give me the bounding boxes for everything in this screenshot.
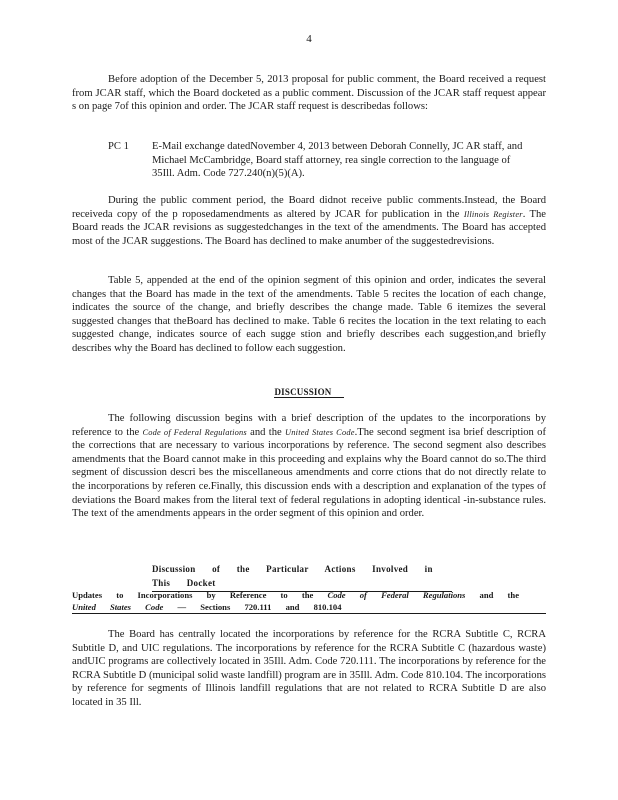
document-page xyxy=(72,0,546,800)
para2-text-before: During the public comment period, the Board didnot receive public comments.Instead, the Board receiveda copy of the p roposedamendments as altered by JCAR for publication in the xyxy=(72,195,546,220)
sub2-cfr: Code of Federal Regulations xyxy=(327,590,466,600)
para4-part2: and the xyxy=(246,426,286,438)
public-comment-label: PC 1 xyxy=(108,141,129,152)
public-comment-entry xyxy=(108,140,528,181)
usc-citation: United States Code xyxy=(285,427,355,437)
para2-text-after: . The Board reads the JCAR revisions as suggestedchanges in the text of the amendments. The Board has accepted most of the JCAR suggestions. The Board has declined to make anumber of the suggestedrevisions. xyxy=(72,208,547,247)
subheading-updates xyxy=(72,589,546,614)
public-comment-text: E-Mail exchange datedNovember 4, 2013 between Deborah Connelly, JC AR staff, and Michael McCambridge, Board staff attorney, rea single correction to the language of 35Ill. Adm. Code 727.240(n)(5)(A). xyxy=(152,141,523,180)
page-number: 4 xyxy=(306,33,312,45)
para4-part3: .The second segment isa brief description of the corrections that are necessary to various incorporations by reference. The second segment also describes amendments that the Board cannot make in this proceeding and explains why the Board cannot do so.The third segment of discussion descri bes the miscellaneous amendments and corre ctions that do not directly relate to the incorporations by referen ce.Finally, this discussion ends with a description and explanation of the types of deviations the Board makes from the literal text of federal regulations in adopting identical -in-substance rules. The text of the amendments appears in the order segment of this opinion and order. xyxy=(72,426,546,520)
sub2-part1: Updates to Incorporations by Reference to the xyxy=(72,590,328,600)
sub2-usc: United States Code xyxy=(72,602,164,612)
para4-part1: The following discussion begins with a brief description of the updates to the incorporations by reference to the xyxy=(72,413,546,438)
subheading-particular-actions: Discussion of the Particular Actions Involved in This Docket xyxy=(152,563,452,592)
illinois-register-citation: Illinois Register xyxy=(463,209,523,219)
paragraph-discussion-overview xyxy=(72,412,546,521)
paragraph-incorporations: The Board has centrally located the incorporations by reference for the RCRA Subtitle C, RCRA Subtitle D, and UIC regulations. The incorporations by reference for the RCRA Subtitle C (hazardous waste) andUIC programs are collectively located in 35Ill. Adm. Code 720.111. The incorporations by reference for the RCRA Subtitle D (municipal solid waste landfill) program are in 35Ill. Adm. Code 810.104. The incorporations by reference for segments of Illinois landfill regulations that are not related to RCRA Subtitle D are also located in 35 Ill. xyxy=(72,629,546,708)
paragraph-jcar-request: Before adoption of the December 5, 2013 proposal for public comment, the Board received a request from JCAR staff, which the Board docketed as a public comment. Discussion of the JCAR staff request appear s on page 7of this opinion and order. The JCAR staff request is describedas follows: xyxy=(72,74,546,113)
sub2-part3: — Sections 720.111 and 810.104 xyxy=(163,602,342,612)
paragraph-tables-description: Table 5, appended at the end of the opinion segment of this opinion and order, indicates the several changes that the Board has made in the text of the amendments. Table 5 recites the location of each change, indicates the source of the change, and briefly describes the change made. Table 6 itemizes the several suggested changes that theBoard has declined to make. Table 6 recites the location in the text relating to each suggested change, indicates source of each sugge stion and briefly describes each suggestion,and briefly describes why the Board has declined to follow each suggestion. xyxy=(72,275,546,354)
section-heading-text: DISCUSSION xyxy=(274,387,343,398)
cfr-citation: Code of Federal Regulations xyxy=(142,427,247,437)
section-heading xyxy=(72,386,546,400)
paragraph-public-comment-period xyxy=(72,194,546,248)
sub2-part2: and the xyxy=(465,590,520,600)
